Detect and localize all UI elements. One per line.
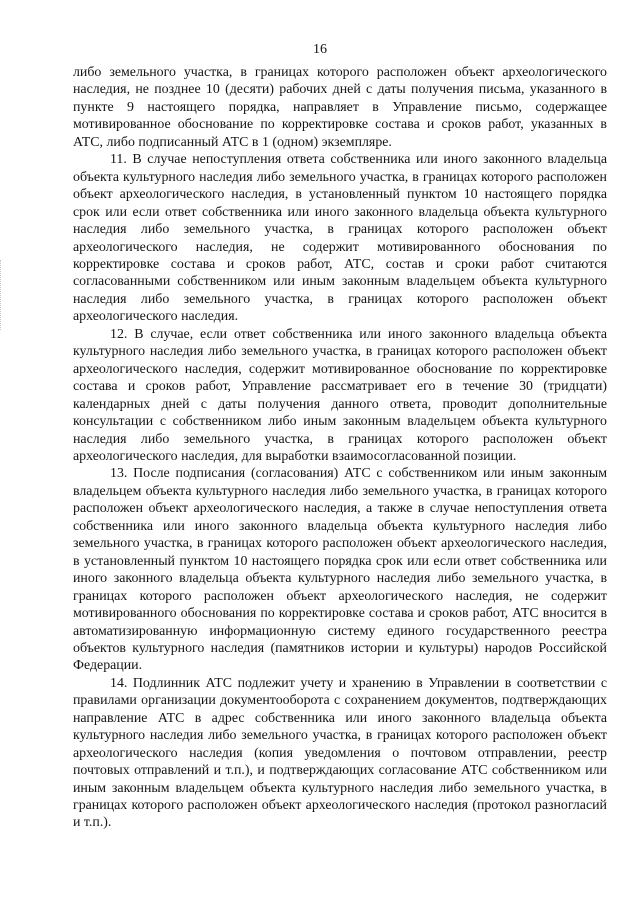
- paragraph-continuation: либо земельного участка, в границах которого расположен объект археологического наследия, не позднее 10 (десяти) рабочих дней с даты получения письма, указанного в пункте 9 настоящего порядка, направляет в Управление письмо, содержащее мотивированное обоснование по корректировке состава и сроков работ, указанных в АТС, либо подписанный АТС в 1 (одном) экземпляре.: [73, 65, 607, 150]
- paragraph-13: 13. После подписания (согласования) АТС с собственником или иным законным владельцем объекта культурного наследия либо земельного участка, в границах которого расположен объект археологического наследия, а также в случае непоступления ответа собственника или иного законного владельца объекта культурного наследия либо земельного участка, в границах которого расположен объект археологического наследия, в установленный пунктом 10 настоящего порядка срок или если ответ собственника или иного законного владельца объекта культурного наследия либо земельного участка, в границах которого расположен объект археологического наследия, не содержит мотивированного обоснования по корректировке состава и сроков работ, АТС вносится в автоматизированную информационную систему единого государственного реестра объектов культурного наследия (памятников истории и культуры) народов Российской Федерации.: [73, 466, 607, 674]
- paragraph-11: 11. В случае непоступления ответа собственника или иного законного владельца объекта культурного наследия либо земельного участка, в границах которого расположен объект археологического наследия, в установленный пунктом 10 настоящего порядка срок или если ответ собственника или иного законного владельца объекта культурного наследия либо земельного участка, в границах которого расположен объект археологического наследия, не содержит мотивированного обоснования по корректировке состава и сроков работ, АТС, состав и сроки работ считаются согласованными собственником или иным законным владельцем объекта культурного наследия либо земельного участка, в границах которого расположен объект археологического наследия.: [73, 152, 607, 325]
- page-number: 16: [313, 42, 327, 57]
- paragraph-14: 14. Подлинник АТС подлежит учету и хранению в Управлении в соответствии с правилами организации документооборота с сохранением документов, подтверждающих направление АТС в адрес собственника или иного законного владельца объекта культурного наследия либо земельного участка, в границах которого расположен объект археологического наследия (копия уведомления о почтовом отправлении, реестр почтовых отправлений и т.п.), и подтверждающих согласование АТС собственником или иным законным владельцем объекта культурного наследия либо земельного участка, в границах которого расположен объект археологического наследия (протокол разногласий и т.п.).: [73, 675, 607, 831]
- document-body: [73, 64, 607, 832]
- scan-margin-marks: [0, 260, 7, 330]
- paragraph-12: 12. В случае, если ответ собственника или иного законного владельца объекта культурного наследия либо земельного участка, в границах которого расположен объект археологического наследия, содержит мотивированное обоснование по корректировке состава и сроков работ, Управление рассматривает его в течение 30 (тридцати) календарных дней с даты получения данного ответа, проводит дополнительные консультации с собственником либо иным законным владельцем объекта культурного наследия либо земельного участка, в границах которого расположен объект археологического наследия, для выработки взаимосогласованной позиции.: [73, 326, 607, 464]
